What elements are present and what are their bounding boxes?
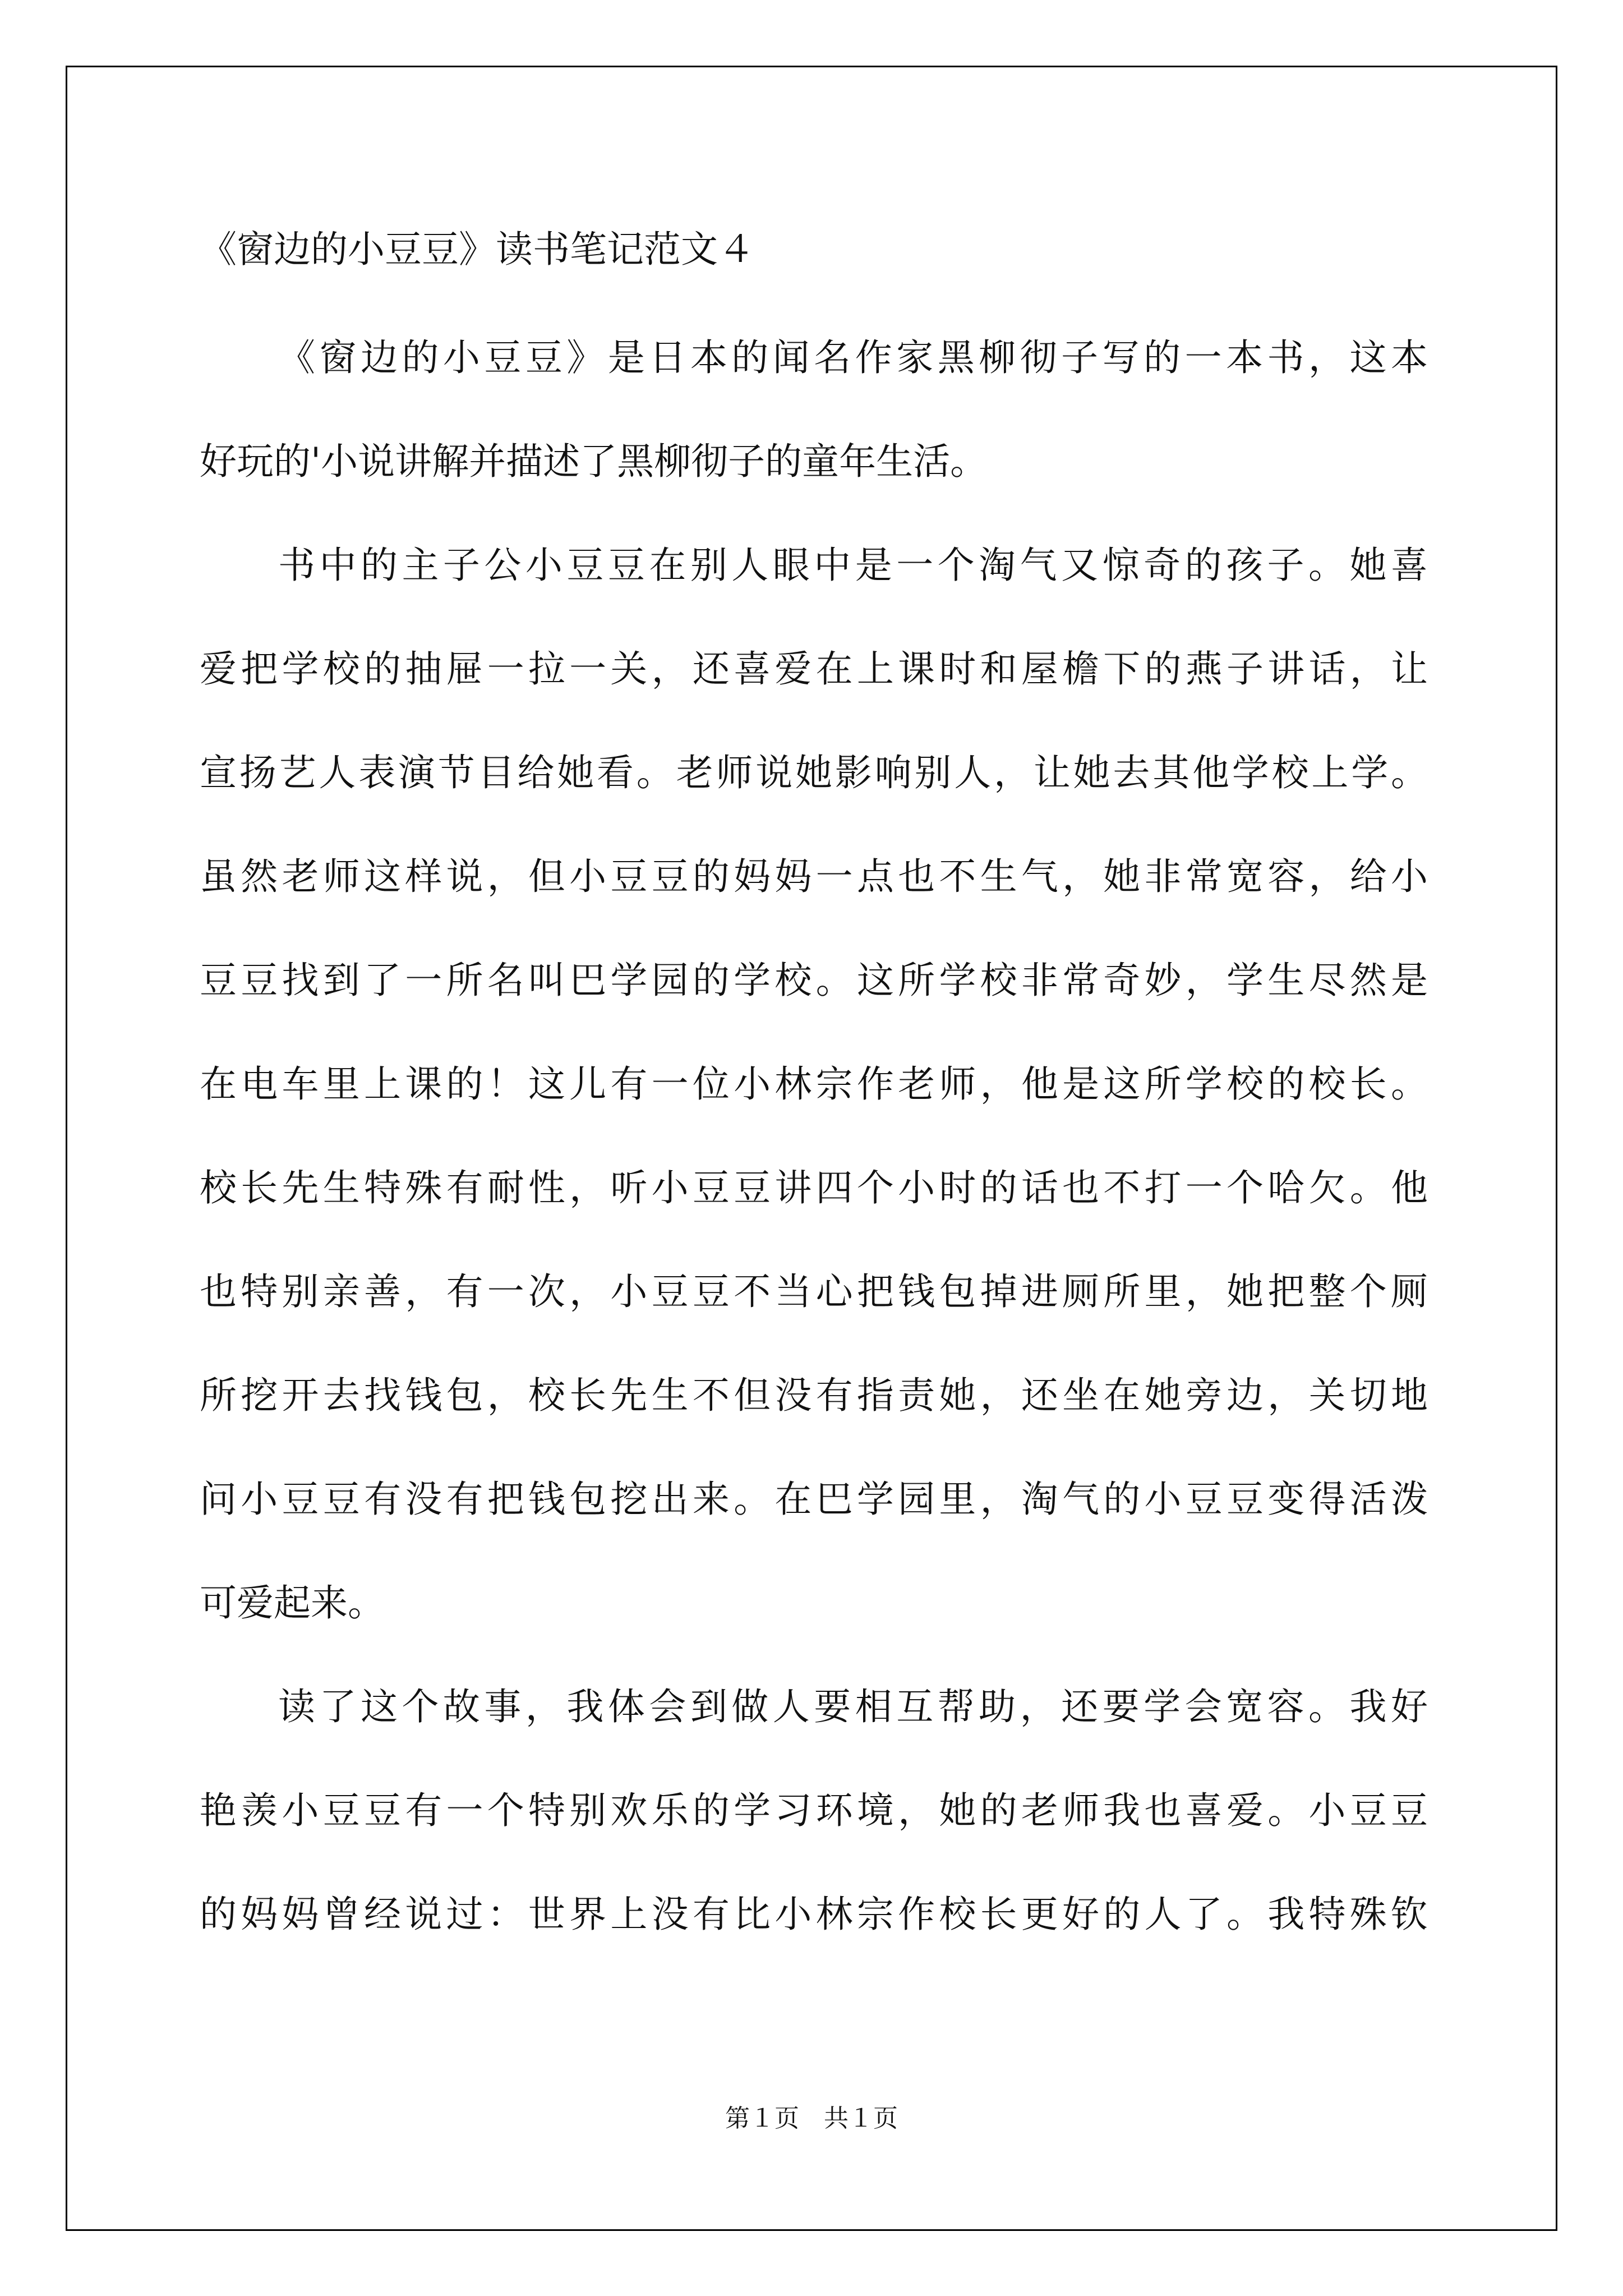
paragraph-line: 的妈妈曾经说过：世界上没有比小林宗作校长更好的人了。我特殊钦 bbox=[200, 1893, 1428, 1936]
paragraph-line: 豆豆找到了一所名叫巴学园的学校。这所学校非常奇妙，学生尽然是 bbox=[200, 959, 1428, 1002]
document-title: 《窗边的小豆豆》读书笔记范文４ bbox=[200, 228, 755, 271]
paragraph-line: 爱把学校的抽屉一拉一关，还喜爱在上课时和屋檐下的燕子讲话，让 bbox=[200, 647, 1428, 691]
paragraph-line: 宣扬艺人表演节目给她看。老师说她影响别人，让她去其他学校上学。 bbox=[200, 751, 1428, 794]
paragraph-line: 也特别亲善，有一次，小豆豆不当心把钱包掉进厕所里，她把整个厕 bbox=[200, 1270, 1428, 1313]
paragraph-line: 好玩的'小说讲解并描述了黑柳彻子的童年生活。 bbox=[200, 440, 988, 483]
paragraph-line: 虽然老师这样说，但小豆豆的妈妈一点也不生气，她非常宽容，给小 bbox=[200, 855, 1428, 898]
paragraph-line: 艳羡小豆豆有一个特别欢乐的学习环境，她的老师我也喜爱。小豆豆 bbox=[200, 1789, 1428, 1832]
paragraph-line: 所挖开去找钱包，校长先生不但没有指责她，还坐在她旁边，关切地 bbox=[200, 1374, 1428, 1417]
page-number: 第１页 共１页 bbox=[725, 2104, 898, 2133]
paragraph-line: 《窗边的小豆豆》是日本的闻名作家黑柳彻子写的一本书，这本 bbox=[278, 336, 1428, 379]
paragraph-line: 校长先生特殊有耐性，听小豆豆讲四个小时的话也不打一个哈欠。他 bbox=[200, 1166, 1428, 1209]
paragraph-line: 问小豆豆有没有把钱包挖出来。在巴学园里，淘气的小豆豆变得活泼 bbox=[200, 1478, 1428, 1521]
paragraph-line: 书中的主子公小豆豆在别人眼中是一个淘气又惊奇的孩子。她喜 bbox=[278, 544, 1428, 587]
paragraph-line: 在电车里上课的！这儿有一位小林宗作老师，他是这所学校的校长。 bbox=[200, 1062, 1428, 1106]
paragraph-line: 可爱起来。 bbox=[200, 1581, 385, 1625]
paragraph-line: 读了这个故事，我体会到做人要相互帮助，还要学会宽容。我好 bbox=[278, 1685, 1428, 1728]
